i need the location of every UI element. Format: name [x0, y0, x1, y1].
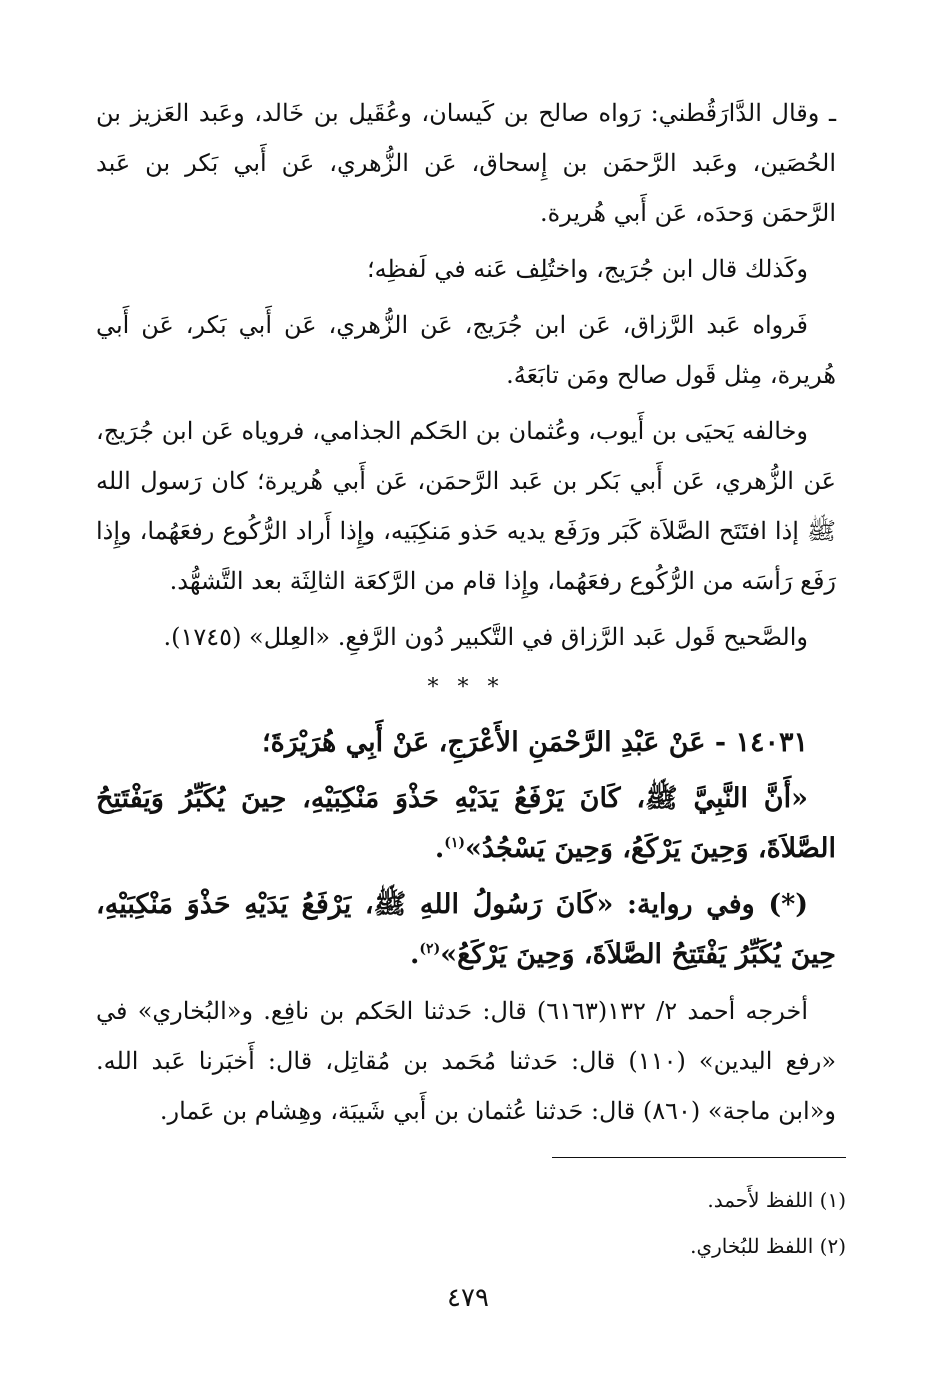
footnote-divider [552, 1157, 846, 1158]
page-number: ٤٧٩ [447, 1283, 489, 1313]
hadith-heading: ١٤٠٣١ - عَنْ عَبْدِ الرَّحْمَنِ الأَعْرَجِ، عَنْ أَبِي هُرَيْرَةَ؛ [261, 727, 808, 758]
section-separator: * * * [427, 675, 505, 700]
paragraph-conclusion: والصَّحيح قَول عَبد الرَّزاق في التَّكبير دُون الرَّفعِ. «العِلل» (١٧٤٥). [163, 623, 808, 651]
footnotes [346, 1177, 846, 1269]
hadith-variant: (*) وفي رواية: «كَانَ رَسُولُ اللهِ ﷺ، يَرْفَعُ يَدَيْهِ حَذْوَ مَنْكِبَيْهِ، حِينَ يُكَبِّرُ يَفْتَتِحُ الصَّلاَةَ، وَحِينَ يَرْكَعُ»$^{(٢)}$. [96, 889, 836, 970]
hadith-variant-body: (*) وفي رواية: «كَانَ رَسُولُ اللهِ ﷺ، يَرْفَعُ يَدَيْهِ حَذْوَ مَنْكِبَيْهِ، حِينَ يُكَبِّرُ يَفْتَتِحُ الصَّلاَةَ، وَحِينَ يَرْكَعُ» [96, 889, 836, 970]
takhrij-paragraph: أخرجه أحمد ٢/ ١٣٢(٦١٦٣) قال: حَدثنا الحَكم بن نافِع. و«البُخاري» في «رفع اليدين» (١١٠) قال: حَدثنا مُحَمد بن مُقاتِل، قال: أَخبَرنا عَبد الله. و«ابن ماجة» (٨٦٠) قال: حَدثنا عُثمان بن أَبي شَيبَة، وهِشام بن عَمار. [96, 997, 837, 1125]
hadith-text-body: «أَنَّ النَّبِيَّ ﷺ، كَانَ يَرْفَعُ يَدَيْهِ حَذْوَ مَنْكِبَيْهِ، حِينَ يُكَبِّرُ وَيَفْتَتِحُ الصَّلاَةَ، وَحِينَ يَرْكَعُ، وَحِينَ يَسْجُدُ» [96, 783, 836, 864]
paragraph-disagreement: وخالفه يَحيَى بن أَيوب، وعُثمان بن الحَكم الجذامي، فروياه عَن ابن جُرَيج، عَن الزُّهري، عَن أَبي بَكر بن عَبد الرَّحمَن، عَن أَبي هُريرة؛ كان رَسول الله ﷺ إذا افتَتَح الصَّلاَة كَبَر ورَفَع يديه حَذو مَنكِبَيه، وإِذا أَراد الرُّكُوع رفعَهُما، وإِذا رَفَع رَأسَه من الرُّكُوع رفعَهُما، وإِذا قام من الرَّكعَة الثالِثَة بعد التَّشهُّد. [96, 417, 836, 595]
paragraph-ibn-jurayj: وكَذلك قال ابن جُرَيج، واختُلِف عَنه في لَفظِه؛ [366, 255, 808, 283]
footnote-1: (١) اللفظ لأَحمد. [707, 1188, 846, 1212]
footnote-2: (٢) اللفظ للبُخاري. [690, 1234, 846, 1258]
footnote-ref-2: (٢) [419, 941, 441, 957]
hadith-text: «أَنَّ النَّبِيَّ ﷺ، كَانَ يَرْفَعُ يَدَيْهِ حَذْوَ مَنْكِبَيْهِ، حِينَ يُكَبِّرُ وَيَفْتَتِحُ الصَّلاَةَ، وَحِينَ يَرْكَعُ، وَحِينَ يَسْجُدُ»$^{(١)}$. [96, 783, 836, 864]
paragraph-abd-al-razzaq: فَرواه عَبد الرَّزاق، عَن ابن جُرَيج، عَن الزُّهري، عَن أَبي بَكر، عَن أَبي هُريرة، مِثل قَول صالح ومَن تابَعَهُ. [96, 311, 836, 389]
footnote-ref-1: (١) [444, 835, 465, 851]
main-text [96, 88, 836, 1142]
paragraph-daraqutni: ـ وقال الدَّارَقُطني: رَواه صالح بن كَيسان، وعُقَيل بن خَالد، وعَبد العَزيز بن الحُصَين، وعَبد الرَّحمَن بن إِسحاق، عَن الزُّهري، عَن أَبي بَكر بن عَبد الرَّحمَن وَحدَه، عَن أَبي هُريرة. [96, 99, 837, 227]
